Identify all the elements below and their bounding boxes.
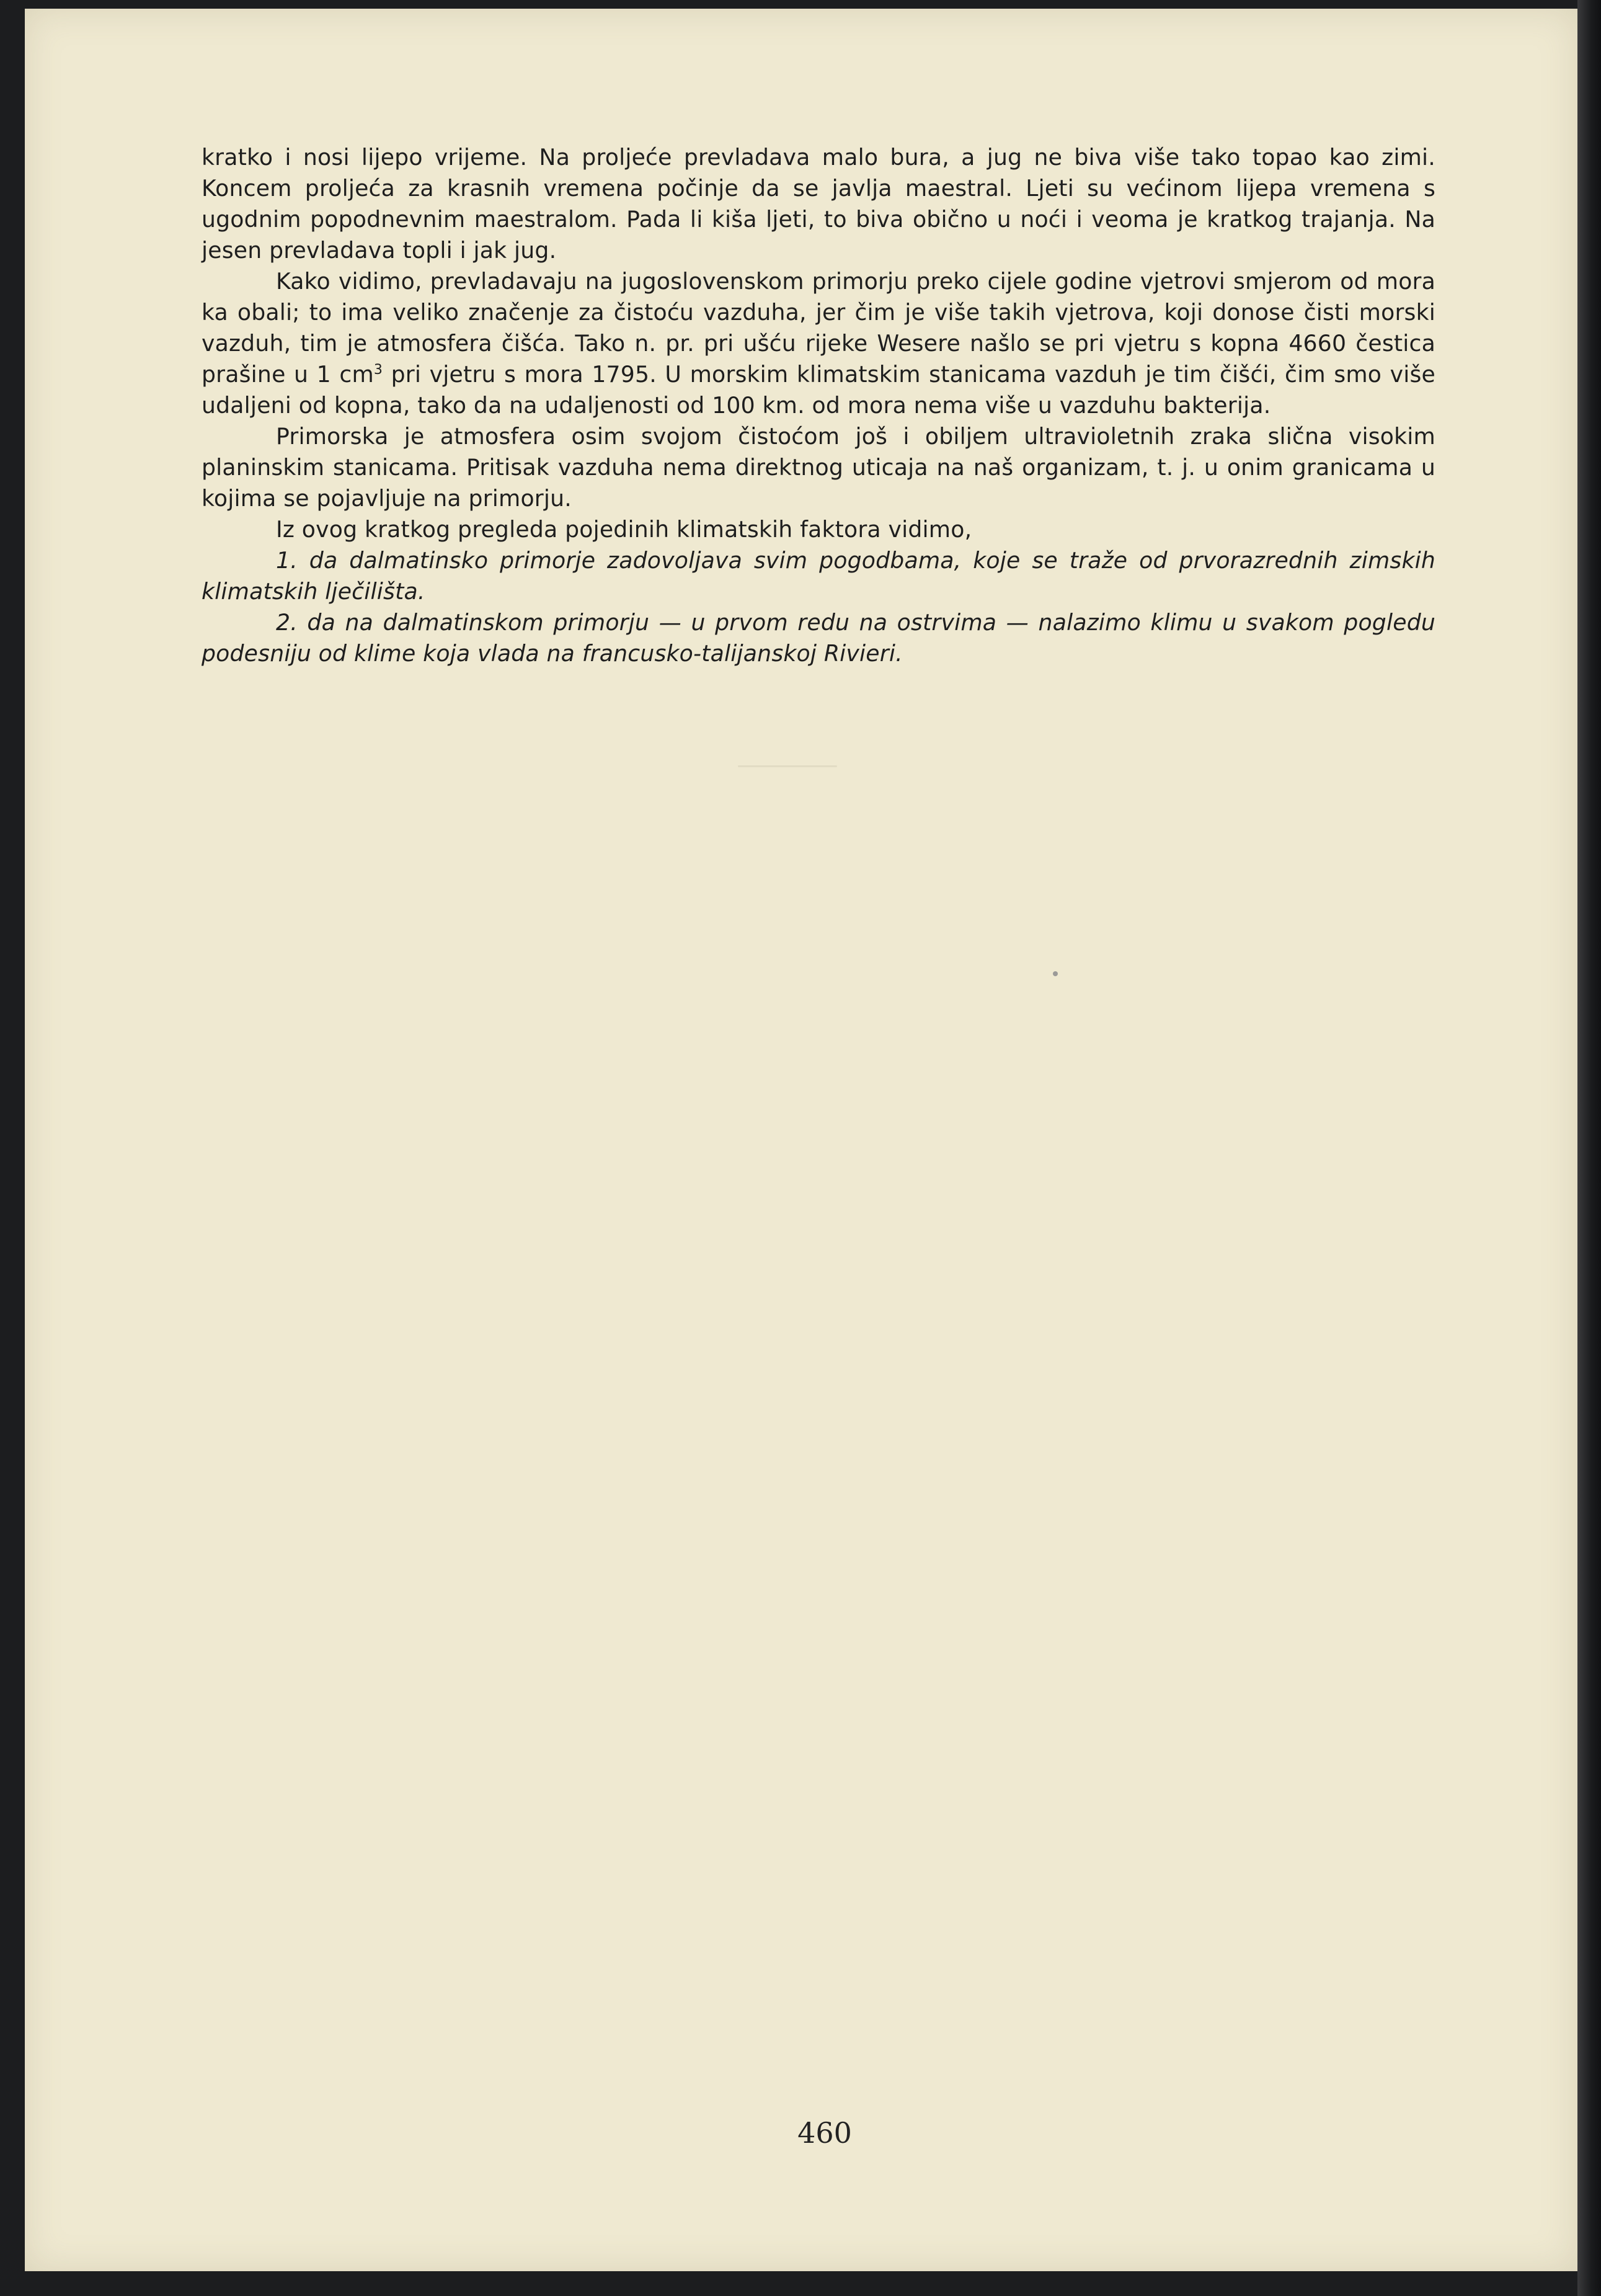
paragraph-2-text-a: Kako vidimo, prevladavaju na jugoslovenskom primorju preko cijele godine vjetrovi smjerom od mora ka obali; to ima veliko značenje za čistoću vazduha, jer čim je više takih vjetrova, koji donose čisti morski vazduh, tim je atmosfera čišća. Tako n. pr. pri ušću rijeke Wesere našlo se pri vjetru s kopna 4660 čestica prašine u 1 cm	[202, 268, 1435, 388]
paper-speck	[1053, 971, 1058, 976]
paragraph-4: Iz ovog kratkog pregleda pojedinih klimatskih faktora vidimo,	[276, 516, 972, 543]
paragraph-1: kratko i nosi lijepo vrijeme. Na proljeće prevladava malo bura, a jug ne biva više tako topao kao zimi. Koncem proljeća za krasnih vremena počinje da se javlja maestral. Ljeti su većinom lijepa vremena s ugodnim popodnevnim maestralom. Pada li kiša ljeti, to biva obično u noći i veoma je kratkog trajanja. Na jesen prevladava topli i jak jug.	[202, 144, 1435, 264]
book-page	[25, 9, 1577, 2271]
paragraph-2	[202, 266, 1435, 421]
page-edge-shadow	[1577, 0, 1601, 2296]
paragraph-2-text-b: pri vjetru s mora 1795. U morskim klimatskim stanicama vazduh je tim čišći, čim smo više udaljeni od kopna, tako da na udaljenosti od 100 km. od mora nema više u vazduhu bakterija.	[202, 361, 1436, 419]
conclusion-1: 1. da dalmatinsko primorje zadovoljava svim pogodbama, koje se traže od prvorazrednih zimskih klimatskih lječilišta.	[202, 547, 1435, 605]
superscript-cubic: 3	[373, 362, 383, 378]
paragraph-3: Primorska je atmosfera osim svojom čistoćom još i obiljem ultravioletnih zraka slična visokim planinskim stanicama. Pritisak vazduha nema direktnog uticaja na naš organizam, t. j. u onim granicama u kojima se pojavljuje na primorju.	[202, 423, 1435, 512]
body-text	[202, 142, 1435, 669]
paper-speck	[738, 765, 837, 767]
page-number: 460	[797, 2116, 852, 2150]
conclusion-2: 2. da na dalmatinskom primorju — u prvom redu na ostrvima — nalazimo klimu u svakom pogledu podesniju od klime koja vlada na francusko-talijanskoj Rivieri.	[202, 609, 1435, 667]
